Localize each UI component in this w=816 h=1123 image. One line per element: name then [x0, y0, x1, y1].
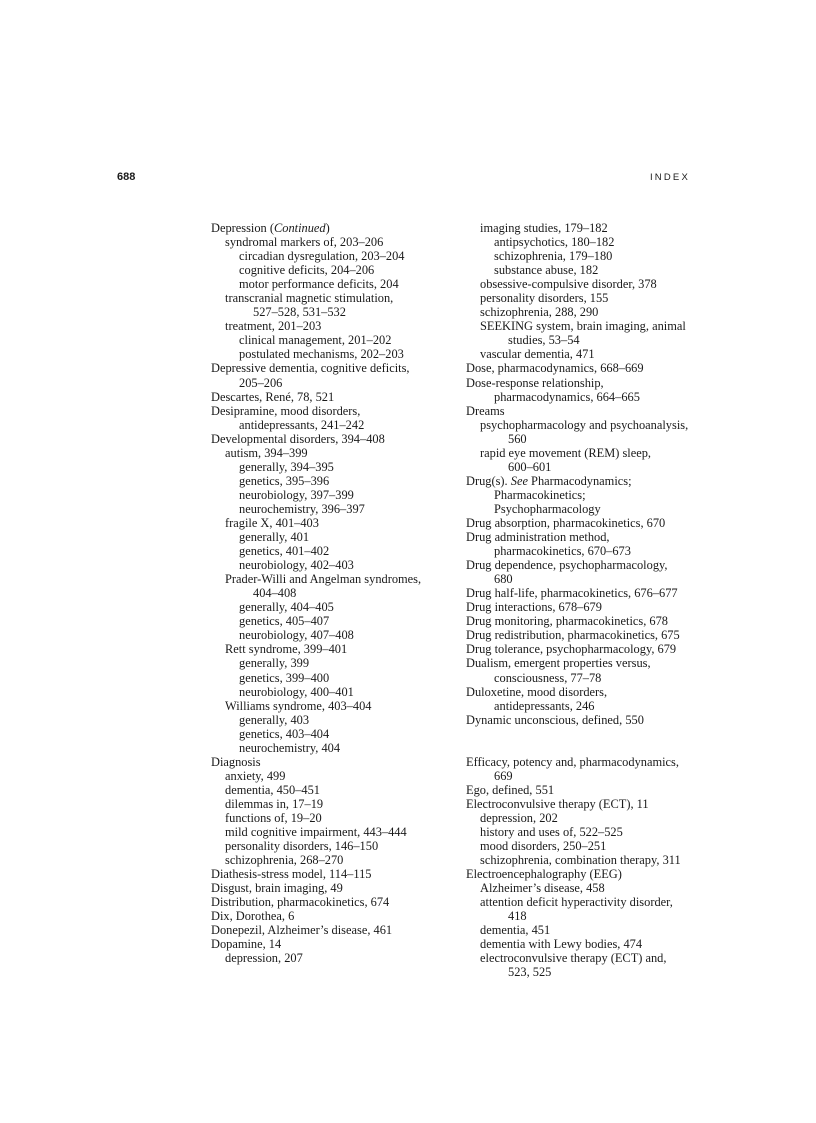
index-subentry: motor performance deficits, 204 — [239, 277, 399, 292]
index-subentry: generally, 403 — [239, 712, 310, 727]
entry-text: Drug(s). — [466, 473, 511, 488]
index-subentry: schizophrenia, 288, 290 — [480, 305, 599, 320]
index-entry: Electroencephalography (EEG) — [466, 867, 622, 882]
index-subentry: 527–528, 531–532 — [253, 305, 346, 320]
index-subentry: depression, 207 — [225, 951, 303, 966]
index-entry: Developmental disorders, 394–408 — [211, 431, 385, 446]
index-entry: Drug half-life, pharmacokinetics, 676–677 — [466, 586, 678, 601]
index-subentry: genetics, 401–402 — [239, 544, 330, 559]
index-subentry: neurobiology, 402–403 — [239, 558, 354, 573]
index-entry: Drug absorption, pharmacokinetics, 670 — [466, 515, 666, 530]
index-subentry: 669 — [494, 768, 513, 783]
index-entry: Desipramine, mood disorders, — [211, 403, 361, 418]
index-subentry: fragile X, 401–403 — [225, 515, 319, 530]
index-subentry: schizophrenia, 179–180 — [494, 249, 613, 264]
index-subentry: antidepressants, 241–242 — [239, 417, 365, 432]
index-subentry: electroconvulsive therapy (ECT) and, — [480, 951, 667, 966]
index-subentry: generally, 404–405 — [239, 600, 334, 615]
index-subentry: postulated mechanisms, 202–203 — [239, 347, 404, 362]
index-subentry: anxiety, 499 — [225, 768, 286, 783]
index-subentry: attention deficit hyperactivity disorder, — [480, 895, 673, 910]
entry-text: ) — [325, 221, 330, 235]
index-entry: Electroconvulsive therapy (ECT), 11 — [466, 796, 649, 811]
index-subentry: neurochemistry, 404 — [239, 740, 341, 755]
index-subentry: dementia, 450–451 — [225, 782, 320, 797]
index-subentry: genetics, 399–400 — [239, 670, 330, 685]
italic-text: Continued — [273, 221, 326, 235]
index-subentry: generally, 401 — [239, 530, 310, 545]
index-entry: Dualism, emergent properties versus, — [466, 656, 651, 671]
index-subentry: 600–601 — [508, 459, 552, 474]
index-entry: Donepezil, Alzheimer’s disease, 461 — [211, 923, 393, 938]
index-subentry: SEEKING system, brain imaging, animal — [480, 319, 686, 334]
index-subentry: neurochemistry, 396–397 — [239, 501, 365, 516]
index-subentry: history and uses of, 522–525 — [480, 825, 623, 840]
page-number: 688 — [117, 171, 136, 183]
index-subentry: pharmacokinetics, 670–673 — [494, 544, 631, 559]
index-column-right — [466, 221, 706, 980]
index-entry: Drug monitoring, pharmacokinetics, 678 — [466, 614, 668, 629]
index-subentry: genetics, 395–396 — [239, 473, 330, 488]
index-subentry: 205–206 — [239, 375, 283, 390]
index-subentry: Williams syndrome, 403–404 — [225, 698, 372, 713]
index-entry: Efficacy, potency and, pharmacodynamics, — [466, 754, 679, 769]
index-subentry: Psychopharmacology — [494, 501, 601, 516]
index-entry — [466, 474, 706, 488]
index-subentry: personality disorders, 146–150 — [225, 839, 379, 854]
index-subentry: pharmacodynamics, 664–665 — [494, 389, 640, 404]
index-entry: Diagnosis — [211, 754, 261, 769]
index-subentry: generally, 399 — [239, 656, 310, 671]
index-subentry: cognitive deficits, 204–206 — [239, 263, 375, 278]
index-entry: Drug administration method, — [466, 530, 610, 545]
index-subentry: Alzheimer’s disease, 458 — [480, 881, 605, 896]
index-entry: Dix, Dorothea, 6 — [211, 909, 295, 924]
index-entry: Duloxetine, mood disorders, — [466, 684, 608, 699]
index-subentry: schizophrenia, combination therapy, 311 — [480, 853, 681, 868]
index-subentry: Rett syndrome, 399–401 — [225, 642, 348, 657]
index-subentry: dilemmas in, 17–19 — [225, 796, 324, 811]
index-subentry: treatment, 201–203 — [225, 319, 322, 334]
italic-text: See — [510, 473, 528, 488]
index-subentry: consciousness, 77–78 — [494, 670, 602, 685]
index-subentry: psychopharmacology and psychoanalysis, — [480, 417, 689, 432]
index-subentry: dementia, 451 — [480, 923, 551, 938]
index-subentry: schizophrenia, 268–270 — [225, 853, 344, 868]
letter-group-spacer — [466, 727, 706, 741]
index-subentry: functions of, 19–20 — [225, 810, 322, 825]
index-subentry: 523, 525 — [508, 965, 552, 980]
index-subentry: 680 — [494, 572, 513, 587]
index-entry: Dopamine, 14 — [211, 937, 282, 952]
index-entry: Dynamic unconscious, defined, 550 — [466, 712, 644, 727]
index-subentry: syndromal markers of, 203–206 — [225, 235, 384, 250]
index-entry: Descartes, René, 78, 521 — [211, 389, 335, 404]
index-subentry: depression, 202 — [480, 810, 558, 825]
index-subentry: antidepressants, 246 — [494, 698, 595, 713]
index-subentry: generally, 394–395 — [239, 459, 334, 474]
entry-text: Pharmacodynamics; — [527, 473, 632, 488]
index-subentry: substance abuse, 182 — [494, 263, 599, 278]
index-entry — [211, 221, 451, 235]
index-subentry: 418 — [508, 909, 527, 924]
index-subentry: Pharmacokinetics; — [494, 487, 586, 502]
index-subentry: genetics, 405–407 — [239, 614, 330, 629]
index-subentry: imaging studies, 179–182 — [480, 221, 608, 235]
index-entry: Disgust, brain imaging, 49 — [211, 881, 343, 896]
index-entry: Drug interactions, 678–679 — [466, 600, 602, 615]
index-subentry: rapid eye movement (REM) sleep, — [480, 445, 652, 460]
index-subentry: vascular dementia, 471 — [480, 347, 595, 362]
index-subentry: studies, 53–54 — [508, 333, 580, 348]
index-entry: Dose-response relationship, — [466, 375, 604, 390]
index-subentry: personality disorders, 155 — [480, 291, 609, 306]
index-subentry: mild cognitive impairment, 443–444 — [225, 825, 407, 840]
index-subentry: 404–408 — [253, 586, 297, 601]
index-entry: Drug tolerance, psychopharmacology, 679 — [466, 642, 677, 657]
index-subentry: clinical management, 201–202 — [239, 333, 392, 348]
index-entry: Dreams — [466, 403, 505, 418]
index-subentry: obsessive-compulsive disorder, 378 — [480, 277, 657, 292]
index-subentry: circadian dysregulation, 203–204 — [239, 249, 405, 264]
index-subentry: neurobiology, 400–401 — [239, 684, 354, 699]
index-entry: Drug redistribution, pharmacokinetics, 675 — [466, 628, 680, 643]
index-subentry: dementia with Lewy bodies, 474 — [480, 937, 643, 952]
index-subentry: genetics, 403–404 — [239, 726, 330, 741]
running-head: INDEX — [649, 172, 690, 183]
index-entry: Distribution, pharmacokinetics, 674 — [211, 895, 390, 910]
index-subentry: antipsychotics, 180–182 — [494, 235, 615, 250]
index-subentry: 560 — [508, 431, 527, 446]
index-column-left — [211, 221, 451, 965]
index-subentry: transcranial magnetic stimulation, — [225, 291, 394, 306]
index-entry: Diathesis-stress model, 114–115 — [211, 867, 372, 882]
index-subentry: autism, 394–399 — [225, 445, 308, 460]
index-entry: Dose, pharmacodynamics, 668–669 — [466, 361, 644, 376]
index-subentry: neurobiology, 407–408 — [239, 628, 354, 643]
index-subentry: mood disorders, 250–251 — [480, 839, 607, 854]
index-subentry: Prader-Willi and Angelman syndromes, — [225, 572, 422, 587]
letter-group-spacer — [466, 741, 706, 755]
index-subentry: neurobiology, 397–399 — [239, 487, 354, 502]
entry-text: Depression ( — [211, 221, 274, 235]
index-entry: Ego, defined, 551 — [466, 782, 555, 797]
index-entry: Depressive dementia, cognitive deficits, — [211, 361, 410, 376]
index-entry: Drug dependence, psychopharmacology, — [466, 558, 668, 573]
